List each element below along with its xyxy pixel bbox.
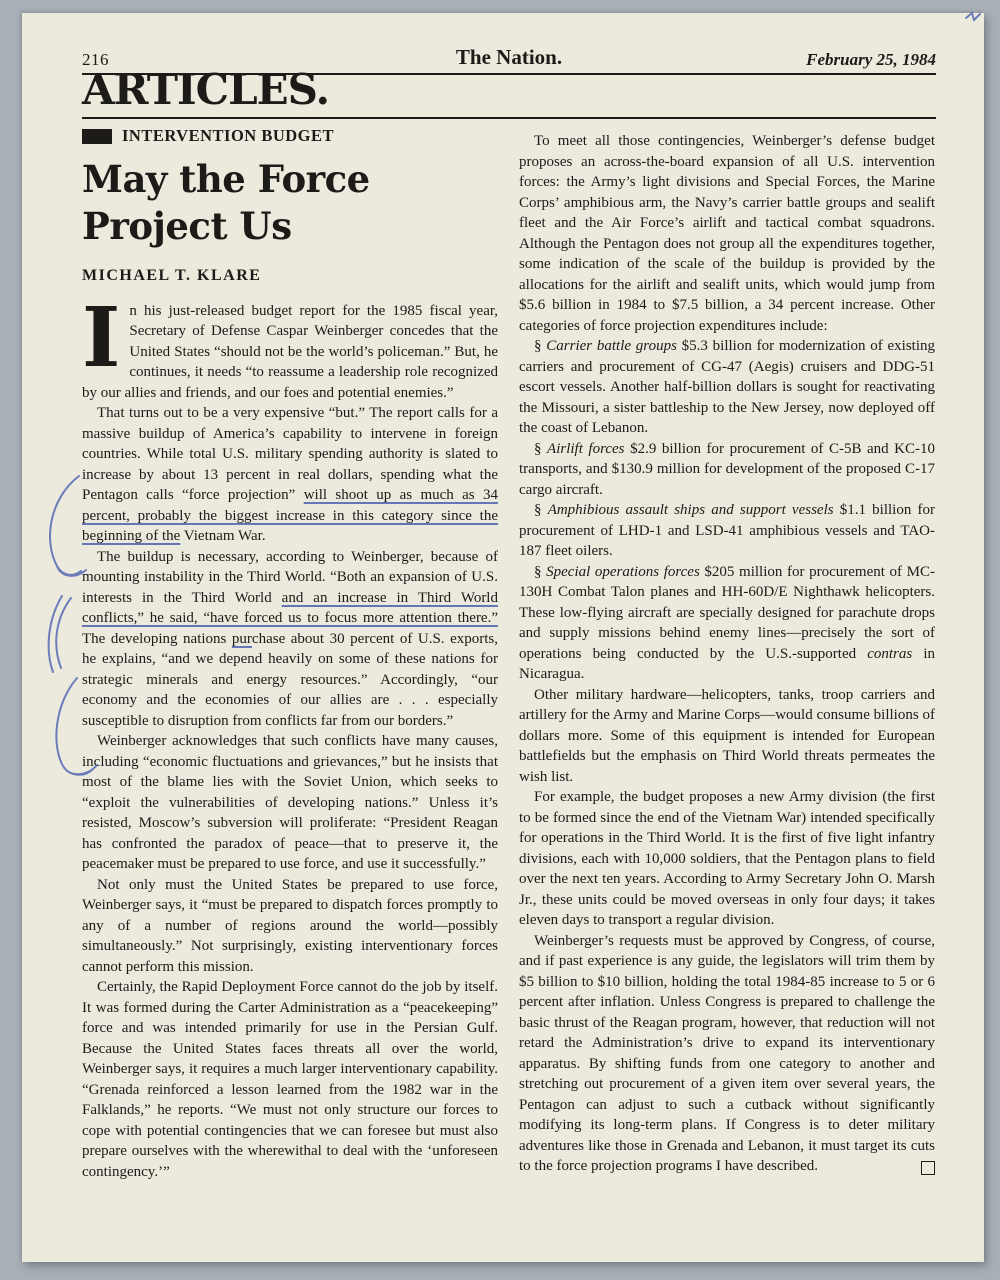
text-run: To meet all those contingencies, Weinberger’s defense budget proposes an across-the-board expansion of all U.S. intervention forces: the Army’s light divisions and Special Forces, the Marine Corps’ amphibious arm, the Navy’s carrier battle groups and sealift fleet and the Air Force’s airlift and tactical combat squadrons. Although the Pentagon does not group all the expenditures together, some indication of the scale of the buildup is provided by the allocations for the airlift and sealift units, which would jump from $5.6 billion in 1984 to $7.5 billion, a 34 percent increase. Other categories of force projection expenditures include: [519, 133, 935, 334]
section-mark: § [534, 440, 548, 457]
paragraph [82, 731, 498, 875]
section-heading: ARTICLES. [82, 65, 330, 114]
drop-cap: I [82, 289, 121, 386]
article-body-left [82, 289, 498, 1183]
text-run: That turns out to be a very expensive “but.” The report calls for a massive buildup of America’s capability to intervene in foreign countries. While total U.S. military spending authority is slated to increase by about 13 percent in real dollars, spending what the Pentagon calls “force projection” [82, 405, 498, 503]
paragraph [82, 289, 498, 404]
section-mark: § [534, 563, 547, 580]
section-mark: § [534, 338, 547, 354]
text-run: contras [867, 645, 913, 662]
text-run: n his just-released budget report for the 1985 fiscal year, Secretary of Defense Caspar Weinberger concedes that the United States “should not be the world’s policeman.” But, he continues, it needs “to reassume a leadership role recognized by our allies and friends, and our foes and potential enemies.” [82, 302, 498, 401]
paragraph [82, 875, 498, 978]
text-run: Vietnam War. [180, 528, 266, 544]
paragraph [519, 685, 935, 788]
page-number: 216 [82, 50, 109, 69]
paragraph [82, 977, 498, 1182]
text-run: $5.3 billion for modernization of existing carriers and procurement of CG-47 (Aegis) cruisers and DDG-51 escort vessels. Another half-billion dollars is sought for reactivating the Missouri, a sister battleship to the New Jersey, now deployed off the coast of Lebanon. [519, 338, 935, 436]
paragraph [519, 931, 935, 1177]
text-run: $2.9 billion for procurement of C-5B and KC-10 transports, and $130.9 million for development of the proposed C-17 cargo aircraft. [519, 440, 936, 498]
paragraph [519, 336, 935, 439]
article-title-line1: May the Force [82, 157, 370, 201]
text-run: $1.1 billion for procurement of LHD-1 and LSD-41 amphibious vessels and TAO-187 fleet oilers. [519, 502, 936, 559]
text-run: Weinberger acknowledges that such conflicts have many causes, including “economic fluctuations and grievances,” but he insists that most of the blame lies with the Soviet Union, which seeks to “exploit the vulnerabilities of developing nations.” Unless it’s resisted, Moscow’s subversion will proliferate: “President Reagan has confronted the paradox of peace—that to preserve it, the peacemaker must be prepared to use force, and use it successfully.” [82, 733, 498, 872]
text-run: in Nicaragua. [519, 645, 935, 682]
pen-underlined-text: pur [231, 630, 252, 647]
text-run: Carrier battle groups [546, 338, 677, 354]
text-run: Amphibious assault ships and support vessels [547, 502, 834, 518]
paragraph [519, 562, 935, 685]
paragraph [82, 403, 498, 547]
text-run: Certainly, the Rapid Deployment Force cannot do the job by itself. It was formed during the Carter Administration as a “peacekeeping” force and was intended primarily for use in the Persian Gulf. Because the United States faces threats all over the world, Weinberger says, it requires a much larger interventionary capability. “Grenada reinforced a lesson learned from the 1982 war in the Falklands,” he reports. “We must not only structure our forces to cope with potential contingencies that we can foresee but must also prepare ourselves with the wherewithal to deal with the ‘unforeseen contingency.’” [82, 979, 498, 1180]
article-body-right [519, 131, 935, 1177]
text-run: $205 million for procurement of MC-130H Combat Talon planes and HH-60D/E Nighthawk helicopters. These low-flying aircraft are specially designed for parachute drops and supply missions behind enemy lines—precisely the sort of operations being conducted by the U.S.-supported [519, 563, 935, 662]
publication-name: The Nation. [455, 45, 563, 69]
left-column [82, 126, 498, 1182]
article-title [82, 156, 498, 250]
article-author: MICHAEL T. KLARE [82, 267, 262, 284]
magazine-page [22, 13, 984, 1262]
text-run: Not only must the United States be prepared to use force, Weinberger says, it “must be prepared to dispatch forces promptly to any of a number of regions around the world—possibly simultaneously.” Not surprisingly, existing interventionary forces cannot perform this mission. [82, 876, 498, 975]
paragraph [519, 131, 935, 336]
text-run: The developing nations [82, 630, 232, 647]
text-run: Airlift forces [547, 440, 625, 457]
text-run: Weinberger’s requests must be approved by Congress, of course, and if past experience is any guide, the legislators will trim them by $5 billion to $10 billion, holding the total 1984-85 increase to 5 or 6 percent after inflation. Unless Congress is prepared to challenge the basic thrust of the Reagan program, however, that reduction will not retard the Administration’s drive to expand its interventionary apparatus. By shifting funds from one category to another and stretching out procurement of a given item over several years, the Pentagon can adjust to such a cutback without significantly modifying its long-term plans. If Congress is to deter military adventures like those in Grenada and Lebanon, it must target its cuts to the force projection programs I have described. [519, 932, 935, 1174]
pen-underlined-text: and an increase in Third World conflicts,” he said, “have forced us to focus more attention there.” [82, 589, 498, 626]
kicker-square-icon [82, 129, 112, 144]
pen-underlined-text: will shoot up as much as 34 percent, probably the biggest increase in this category since the beginning of the [82, 487, 498, 544]
kicker [82, 126, 498, 146]
paragraph [519, 787, 935, 931]
kicker-label: INTERVENTION BUDGET [122, 125, 335, 145]
paragraph [82, 547, 498, 732]
text-run: For example, the budget proposes a new Army division (the first to be formed since the end of the Vietnam War) intended specifically for operations in the Third World. It is the first of five light infantry divisions, each with 10,000 soldiers, that the Pentagon plans to field over the next ten years. According to Army Secretary John O. Marsh Jr., these units could be moved overseas in only four days; it takes eleven days to transport a regular division. [519, 789, 935, 928]
text-run: The buildup is necessary, according to Weinberger, because of mounting instability in the Third World. “Both an expansion of U.S. interests in the Third World [82, 548, 498, 606]
paragraph [519, 500, 935, 562]
article-title-line2: Project Us [82, 204, 292, 248]
text-run: chase about 30 percent of U.S. exports, he explains, “and we depend heavily on some of these nations for strategic minerals and energy resources.” Accordingly, “our economy and the economies of our allies are . . . especially susceptible to disruption from conflicts far from our borders.” [82, 630, 498, 729]
section-rule [82, 117, 936, 119]
paragraph [519, 439, 935, 501]
right-column [519, 131, 935, 1177]
end-of-article-mark [921, 1161, 935, 1175]
text-run: Other military hardware—helicopters, tanks, troop carriers and artillery for the Army and Marine Corps—would consume billions of dollars more. Some of this equipment is intended for European battlefields but the emphasis on Third World threats permeates the wish list. [519, 686, 935, 785]
text-run: Special operations forces [546, 563, 700, 580]
section-mark: § [534, 502, 548, 518]
issue-date: February 25, 1984 [806, 50, 936, 69]
